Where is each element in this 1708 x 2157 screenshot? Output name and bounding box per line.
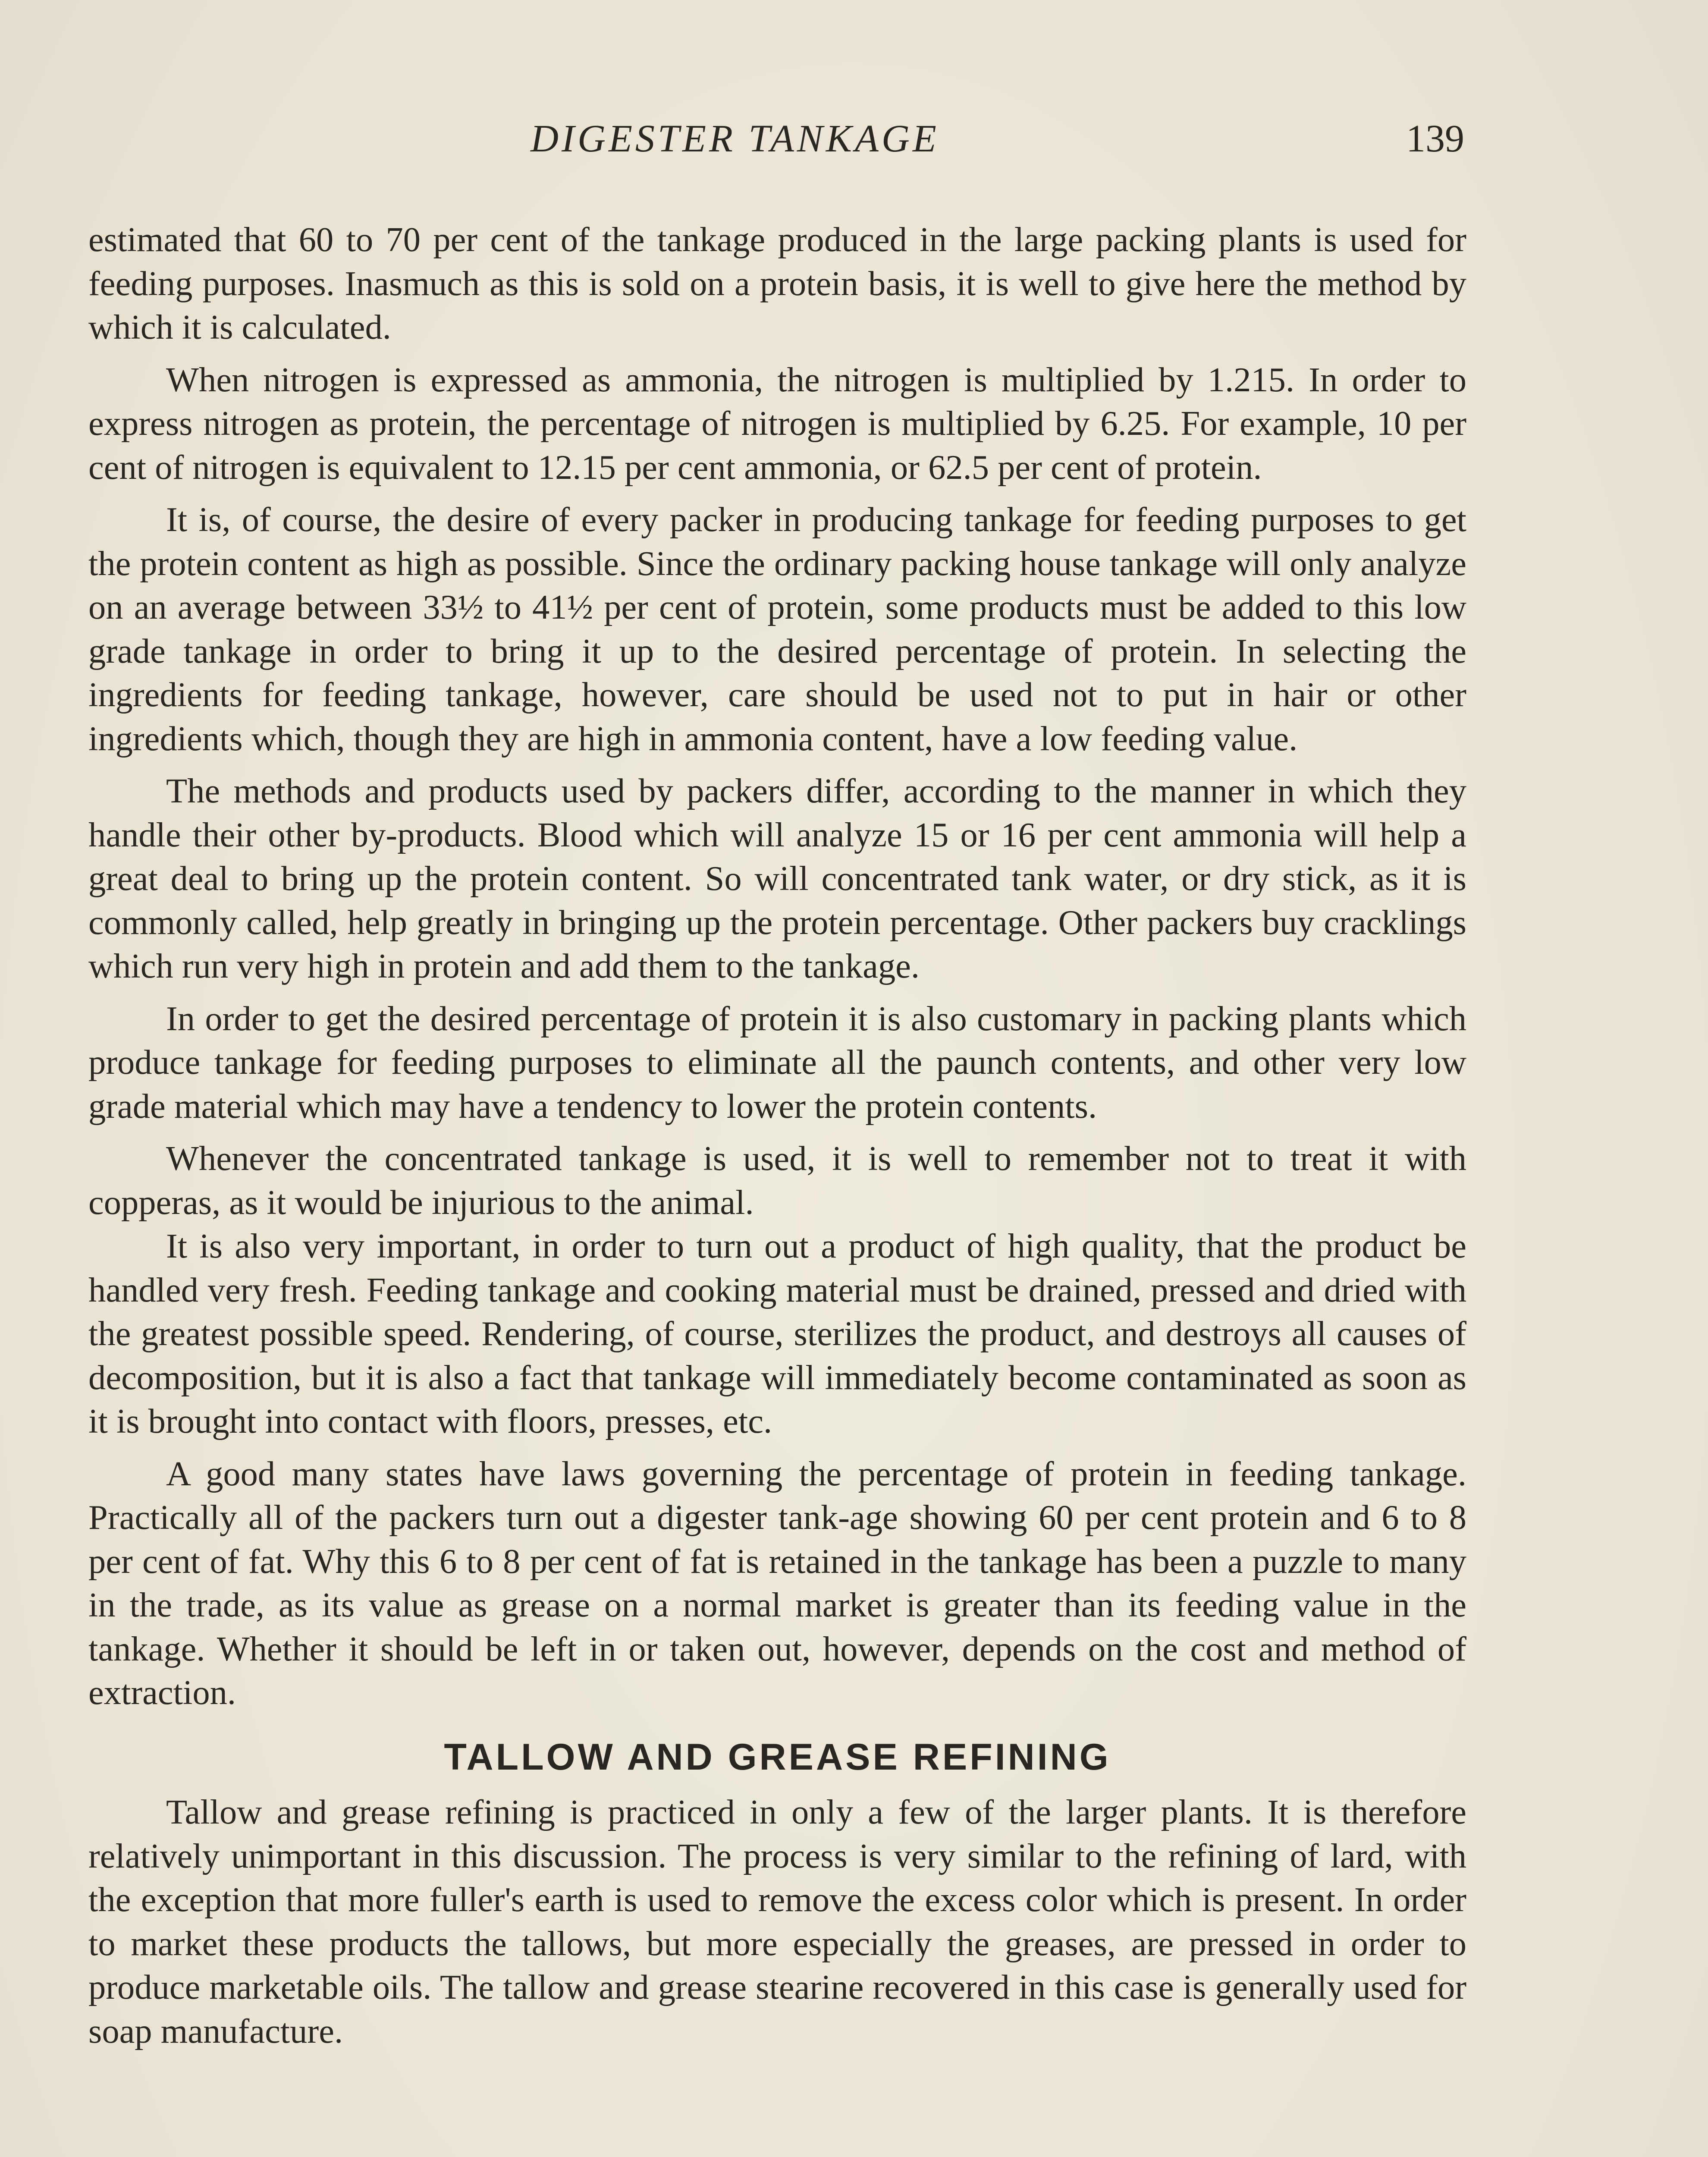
body-text: [88, 218, 1466, 2062]
paragraph-3: It is, of course, the desire of every packer in producing tankage for feeding purposes to get the protein content as high as possible. Since the ordinary packing house tankage will only analyze on an average between 33½ to 41½ per cent of protein, some products must be added to this low grade tankage in order to bring it up to the desired percentage of protein. In selecting the ingredients for feeding tankage, however, care should be used not to put in hair or other ingredients which, though they are high in ammonia content, have a low feeding value.: [88, 500, 1466, 758]
paragraph-5: In order to get the desired percentage of protein it is also customary in packing plants which produce tankage for feeding purposes to eliminate all the paunch contents, and other very low grade material which may have a tendency to lower the protein contents.: [88, 999, 1466, 1126]
paragraph-2: When nitrogen is expressed as ammonia, the nitrogen is multiplied by 1.215. In order to express nitrogen as protein, the percentage of nitrogen is multiplied by 6.25. For example, 10 per cent of nitrogen is equivalent to 12.15 per cent ammonia, or 62.5 per cent of protein.: [88, 360, 1466, 487]
page-number: 139: [1406, 117, 1464, 160]
section-paragraph: Tallow and grease refining is practiced in only a few of the larger plants. It is therefore relatively unimportant in this discussion. The process is very similar to the refining of lard, with the exception that more fuller's earth is used to remove the excess color which is present. In order to market these products the tallows, but more especially the greases, are pressed in order to produce marketable oils. The tallow and grease stearine recovered in this case is generally used for soap manufacture.: [88, 1793, 1466, 2050]
paragraph-6: Whenever the concentrated tankage is used, it is well to remember not to treat it with copperas, as it would be injurious to the animal.: [88, 1139, 1466, 1222]
paragraph-7: It is also very important, in order to turn out a product of high quality, that the product be handled very fresh. Feeding tankage and cooking material must be drained, pressed and dried with the greatest possible speed. Rendering, of course, sterilizes the product, and destroys all causes of decomposition, but it is also a fact that tankage will immediately become contaminated as soon as it is brought into contact with floors, presses, etc.: [88, 1227, 1466, 1440]
paragraph-8: A good many states have laws governing the percentage of protein in feeding tankage. Practically all of the packers turn out a digester tank-age showing 60 per cent protein and 6 to 8 per cent of fat. Why this 6 to 8 per cent of fat is retained in the tankage has been a puzzle to many in the trade, as its value as grease on a normal market is greater than its feeding value in the tankage. Whether it should be left in or taken out, however, depends on the cost and method of extraction.: [88, 1454, 1466, 1712]
paragraph-1: estimated that 60 to 70 per cent of the tankage produced in the large packing plants is used for feeding purposes. Inasmuch as this is sold on a protein basis, it is well to give here the method by which it is calculated.: [88, 220, 1466, 346]
paragraph-4: The methods and products used by packers differ, according to the manner in which they handle their other by-products. Blood which will analyze 15 or 16 per cent ammonia will help a great deal to bring up the protein content. So will concentrated tank water, or dry stick, as it is commonly called, help greatly in bringing up the protein percentage. Other packers buy cracklings which run very high in protein and add them to the tankage.: [88, 772, 1466, 985]
running-head: DIGESTER TANKAGE: [531, 117, 939, 160]
section-heading: TALLOW AND GREASE REFINING: [444, 1736, 1111, 1778]
page-header: [0, 116, 1708, 168]
